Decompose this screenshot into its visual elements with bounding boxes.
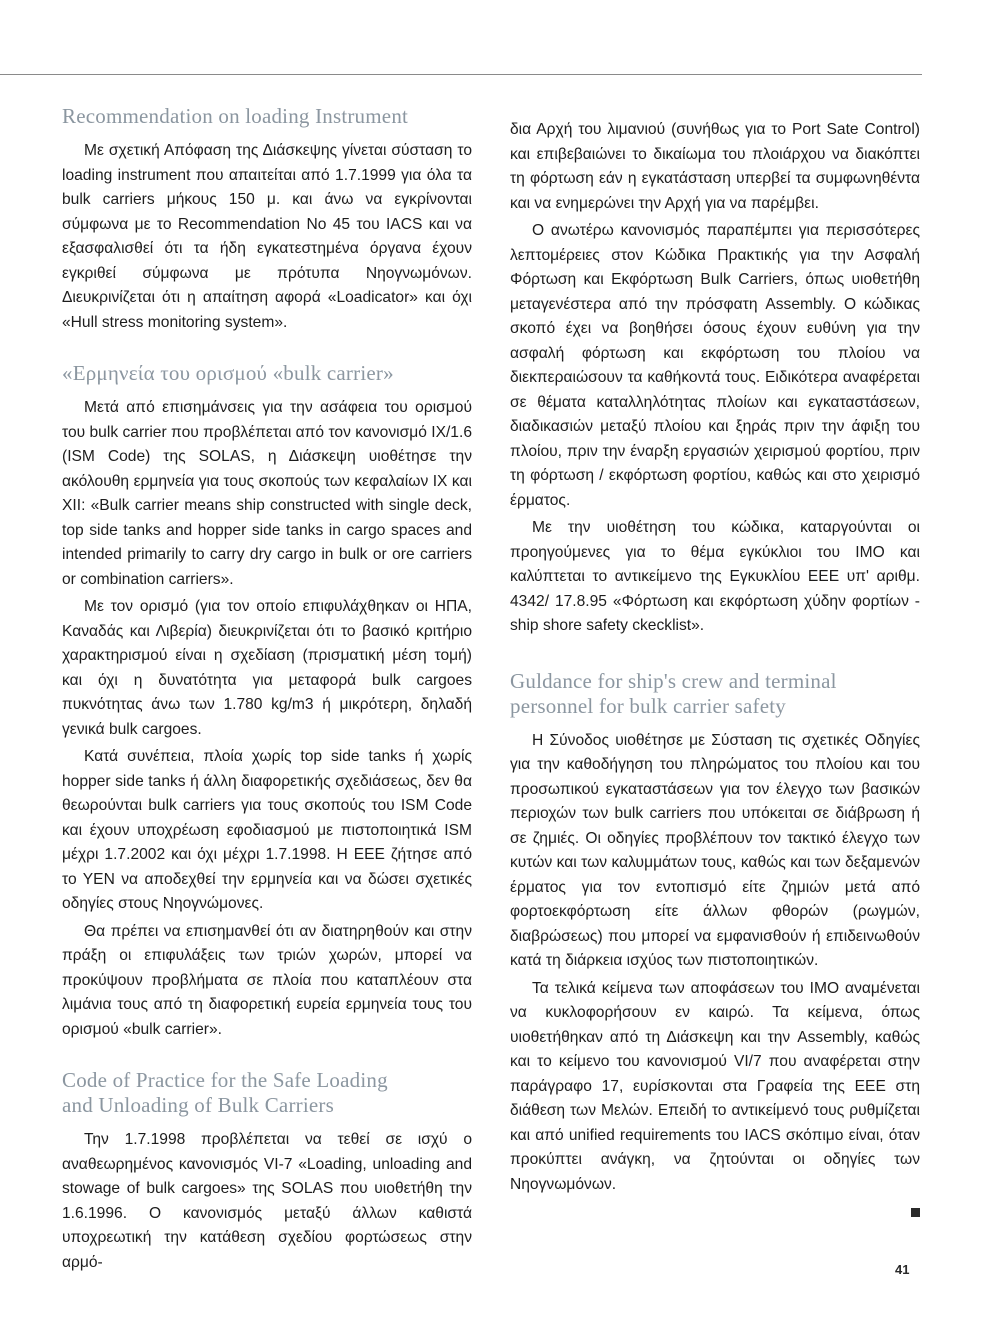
heading-bulk-carrier-definition: «Ερμηνεία του ορισμού «bulk carrier» (62, 361, 394, 385)
heading-line: and Unloading of Bulk Carriers (62, 1093, 334, 1117)
page-number: 41 (895, 1262, 910, 1277)
section-loading-instrument (62, 104, 472, 335)
paragraph: δια Αρχή του λιμανιού (συνήθως για το Port Sate Control) και επιβεβαιώνει το δικαίωμα του πλοιάρχου να διακόπτει τη φόρτωση εάν η εγκατάσταση υπερβεί τα συμφωνηθέντα και να ενημερώνει την Αρχή για να παρέμβει. (510, 121, 920, 212)
heading-line: personnel for bulk carrier safety (510, 693, 786, 718)
heading-code-of-practice (62, 1068, 472, 1118)
paragraph: Με σχετική Απόφαση της Διάσκεψης γίνεται σύσταση το loading instrument που απαιτείται από 1.7.1999 για όλα τα bulk carriers μήκους 150 μ. και άνω να εγκρίνονται σύμφωνα με το Recommendation No 45 του IACS και να εξασφαλισθεί ότι τα ήδη εγκατεστημένα όργανα έχουν εγκριθεί σύμφωνα με πρότυπα Νηογνωμόνων. Διευκρινίζεται ότι η απαίτηση αφορά «Loadicator» και όχι «Hull stress monitoring system». (62, 142, 472, 331)
end-of-article-mark (911, 1208, 920, 1217)
section-code-of-practice-continued (510, 118, 920, 639)
left-column (62, 104, 472, 1301)
section-bulk-carrier-definition (62, 361, 472, 1042)
paragraph: Με την υιοθέτηση του κώδικα, καταργούνται οι προηγούμενες για το θέμα εγκύκλιοι του IMO και καλύπτεται το αντικείμενο της Εγκυκλίου ΕΕΕ υπ' αριθμ. 4342/ 17.8.95 «Φόρτωση και εκφόρτωση χύδην φορτίων - ship shore safety ckecklist». (510, 519, 920, 634)
paragraph: Τα τελικά κείμενα των αποφάσεων του IMO αναμένεται να κυκλοφορήσουν εν καιρώ. Τα κείμενα, όπως υιοθετήθηκαν από τη Διάσκεψη και την Assembly, καθώς και το κείμενο του κανονισμού VI/7 που αναφέρεται στην παράγραφο 17, ευρίσκονται στα Γραφεία της ΕΕΕ στη διάθεση των Μελών. Επειδή το αντικείμενό τους ρυθμίζεται και από unified requirements του IACS σκόπιμο είναι, όταν προκύπτει ανάγκη, να ζητούνται οι οδηγίες των Νηογνωμόνων. (510, 979, 920, 1193)
section-code-of-practice (62, 1068, 472, 1275)
heading-guidance-crew (510, 669, 920, 719)
heading-line: Code of Practice for the Safe Loading (62, 1068, 388, 1092)
section-guidance-crew (510, 669, 920, 1198)
paragraph: Η Σύνοδος υιοθέτησε με Σύσταση τις σχετικές Οδηγίες για την καθοδήγηση του πληρώματος του πλοίου και του προσωπικού εγκαταστάσεων για τον έλεγχο των βασικών περιοχών των bulk carriers που υπόκειται σε διάβρωση ή σε ζημιές. Οι οδηγίες προβλέπουν τον τακτικό έλεγχο των κυτών και των καλυμμάτων τους, καθώς και των δεξαμενών έρματος για τον εντοπισμό είτε ζημιών μετά από φορτοεκφόρτωση είτε άλλων φθορών (ρωγμών, διαβρώσεως) που μπορεί να εμφανισθούν ή επιδεινωθούν κατά τη διάρκεια ισχύος των πιστοποιητικών. (510, 731, 920, 969)
paragraph: Θα πρέπει να επισημανθεί ότι αν διατηρηθούν και στην πράξη οι επιφυλάξεις των τριών χωρών, μπορεί να προκύψουν προβλήματα σε πλοία που καταπλέουν στα λιμάνια τους από τη διαφορετική ευρεία ερμηνεία τους του ορισμού «bulk carrier». (62, 922, 472, 1038)
paragraph: Κατά συνέπεια, πλοία χωρίς top side tanks ή χωρίς hopper side tanks ή άλλη διαφορετικής σχεδιάσεως, δεν θα θεωρούνται bulk carriers για τους σκοπούς του ISM Code και έχουν υποχρέωση εφοδιασμού με πιστοποιητικά ISM μέχρι 1.7.2002 και όχι μέχρι 1.7.1998. Η ΕΕΕ ζήτησε από το ΥΕΝ να αποδεχθεί την ερμηνεία και να δώσει σχετικές οδηγίες στους Νηογνώμονες. (62, 748, 472, 912)
right-column (510, 118, 920, 1223)
paragraph: Ο ανωτέρω κανονισμός παραπέμπει για περισσότερες λεπτομέρειες στον Κώδικα Πρακτικής για την Ασφαλή Φόρτωση και Εκφόρτωση Bulk Carriers, όπως υιοθετήθη μεταγενέστερα από την πρόσφατη Assembly. Ο κώδικας σκοπό έχει να βοηθήσει όσους έχουν ευθύνη για την ασφαλή φόρτωση και εκφόρτωση του πλοίου να διεκπεραιώσουν τα καθήκοντά τους. Ειδικότερα αναφέρεται σε θέματα καταλληλότητας πλοίων και εγκαταστάσεων, διαδικασιών μεταξύ πλοίου και ξηράς πριν την άφιξη του πλοίου, πριν την έναρξη εργασιών χειρισμού φορτίου, πριν τη φόρτωση / εκφόρτωση φορτίου, καθώς και στο χειρισμό έρματος. (510, 222, 920, 509)
paragraph: Την 1.7.1998 προβλέπεται να τεθεί σε ισχύ ο αναθεωρημένος κανονισμός VI-7 «Loading, unloading and stowage of bulk cargoes» της SOLAS που υιοθετήθη την 1.6.1996. Ο κανονισμός μεταξύ άλλων καθιστά υποχρεωτική την κατάθεση σχεδίου φορτώσεως στην αρμό- (62, 1131, 472, 1271)
paragraph: Με τον ορισμό (για τον οποίο επιφυλάχθηκαν οι ΗΠΑ, Καναδάς και Λιβερία) διευκρινίζεται ότι το βασικό κριτήριο χαρακτηρισμού είναι η σχεδίαση (πρισματική μέση τομή) και όχι η δυνατότητα για μεταφορά bulk cargoes πυκνότητας άνω των 1.780 kg/m3 ή μικρότερη, δηλαδή γενικά bulk cargoes. (62, 598, 472, 738)
paragraph: Μετά από επισημάνσεις για την ασάφεια του ορισμού του bulk carrier που προβλέπεται από τον κανονισμό IX/1.6 (ISM Code) της SOLAS, η Διάσκεψη υιοθέτησε την ακόλουθη ερμηνεία για τους σκοπούς των κεφαλαίων IX και XII: «Bulk carrier means ship constructed with single deck, top side tanks and hopper side tanks in cargo spaces and intended primarily to carry dry cargo in bulk or ore carriers or combination carriers». (62, 399, 472, 588)
heading-line: Guldance for ship's crew and terminal (510, 668, 837, 693)
heading-loading-instrument: Recommendation on loading Instrument (62, 104, 409, 128)
top-rule (0, 74, 922, 75)
